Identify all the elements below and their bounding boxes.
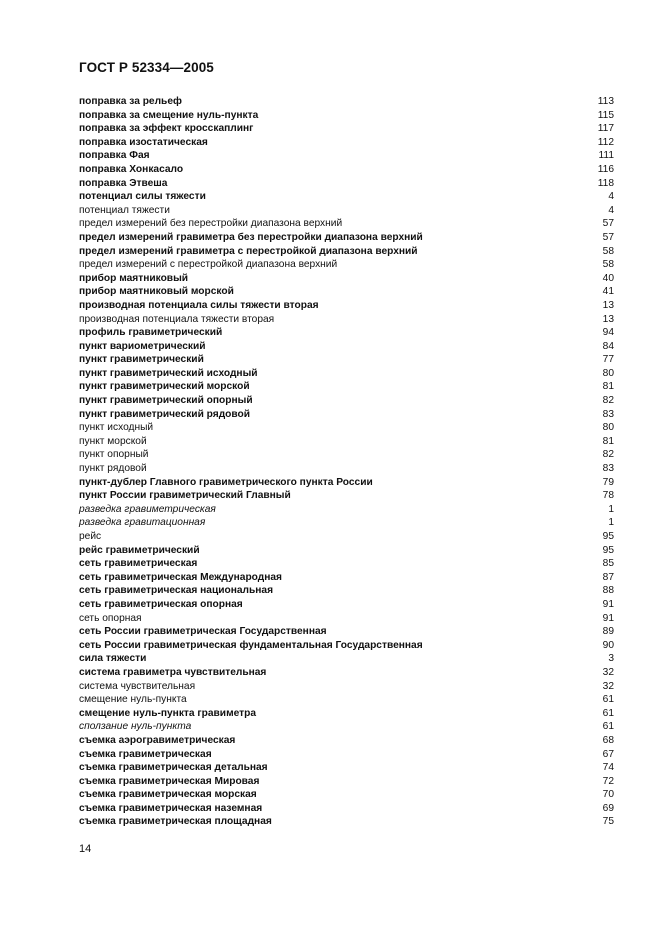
index-term: пункт исходный <box>79 422 154 434</box>
index-entry <box>79 788 614 802</box>
index-term: поправка за эффект кросскаплинг <box>79 123 254 135</box>
index-entry <box>79 462 614 476</box>
index-page-ref: 32 <box>602 680 614 692</box>
index-term: рейс гравиметрический <box>79 544 200 556</box>
index-page-ref: 87 <box>602 571 614 583</box>
index-page-ref: 4 <box>608 204 614 216</box>
index-entry <box>79 612 614 626</box>
index-page-ref: 69 <box>602 802 614 814</box>
index-page-ref: 68 <box>602 734 614 746</box>
index-term: потенциал силы тяжести <box>79 191 206 203</box>
index-page-ref: 118 <box>597 177 614 189</box>
index-entry <box>79 285 614 299</box>
index-term: производная потенциала тяжести вторая <box>79 313 275 325</box>
index-page-ref: 116 <box>597 163 614 175</box>
index-term: пункт гравиметрический <box>79 354 204 366</box>
index-page-ref: 58 <box>602 259 614 271</box>
index-page-ref: 57 <box>602 231 614 243</box>
index-page-ref: 81 <box>602 381 614 393</box>
index-entry <box>79 680 614 694</box>
index-term: прибор маятниковый морской <box>79 286 234 298</box>
index-term: система чувствительная <box>79 680 196 692</box>
index-page-ref: 89 <box>602 626 614 638</box>
index-page-ref: 3 <box>608 653 614 665</box>
index-page-ref: 113 <box>597 96 614 107</box>
index-page-ref: 1 <box>608 503 614 515</box>
index-term: съемка аэрогравиметрическая <box>79 734 236 746</box>
index-entry <box>79 625 614 639</box>
index-term: сеть России гравиметрическая фундаментальная Государственная <box>79 639 423 651</box>
index-page-ref: 91 <box>602 612 614 624</box>
index-term: сеть России гравиметрическая Государственная <box>79 626 327 638</box>
index-term: поправка Хонкасало <box>79 163 184 175</box>
index-entry <box>79 421 614 435</box>
index-entry <box>79 380 614 394</box>
index-term: съемка гравиметрическая <box>79 748 212 760</box>
index-entry <box>79 557 614 571</box>
index-page-ref: 61 <box>602 707 614 719</box>
index-term: пункт гравиметрический опорный <box>79 395 253 407</box>
index-term: разведка гравитационная <box>79 517 206 529</box>
index-entry <box>79 353 614 367</box>
index-entry <box>79 394 614 408</box>
index-term: рейс <box>79 531 102 542</box>
index-page-ref: 82 <box>602 395 614 407</box>
index-term: пункт гравиметрический морской <box>79 381 250 393</box>
index-entry <box>79 666 614 680</box>
index-term: съемка гравиметрическая Мировая <box>79 775 260 787</box>
index-page-ref: 67 <box>602 748 614 760</box>
index-entry <box>79 258 614 272</box>
index-page-ref: 13 <box>602 299 614 311</box>
index-page-ref: 4 <box>608 191 614 203</box>
index-entry <box>79 476 614 490</box>
index-page-ref: 85 <box>602 558 614 570</box>
index-entry <box>79 245 614 259</box>
index-term: поправка за рельеф <box>79 96 182 107</box>
index-entry <box>79 598 614 612</box>
index-term: съемка гравиметрическая детальная <box>79 762 268 774</box>
index-page-ref: 79 <box>602 476 614 488</box>
index-entry <box>79 639 614 653</box>
index-term: профиль гравиметрический <box>79 327 223 339</box>
index-term: сеть гравиметрическая национальная <box>79 585 274 597</box>
page-number: 14 <box>79 843 92 855</box>
index-entry <box>79 489 614 503</box>
index-page-ref: 61 <box>602 721 614 733</box>
index-page-ref: 70 <box>602 789 614 801</box>
index-term: пункт рядовой <box>79 463 147 475</box>
index-page-ref: 74 <box>602 762 614 774</box>
index-term: производная потенциала силы тяжести вторая <box>79 299 319 311</box>
index-page-ref: 78 <box>602 490 614 502</box>
index-entry <box>79 177 614 191</box>
index-term: сеть гравиметрическая Международная <box>79 571 282 583</box>
index-entry <box>79 815 614 829</box>
index-term: поправка изостатическая <box>79 136 208 148</box>
index-term: пункт-дублер Главного гравиметрического пункта России <box>79 476 373 488</box>
index-entry <box>79 326 614 340</box>
index-page-ref: 81 <box>602 435 614 447</box>
index-page-ref: 88 <box>602 585 614 597</box>
index-term: прибор маятниковый <box>79 272 189 284</box>
index-entry <box>79 652 614 666</box>
document-header: ГОСТ Р 52334—2005 <box>79 60 214 75</box>
index-page-ref: 95 <box>602 544 614 556</box>
index-entry <box>79 571 614 585</box>
index-page-ref: 40 <box>602 272 614 284</box>
index-entry <box>79 408 614 422</box>
index-entry <box>79 516 614 530</box>
index-term: поправка Этвеша <box>79 177 168 189</box>
index-term: система гравиметра чувствительная <box>79 666 267 678</box>
index-term: поправка Фая <box>79 150 150 162</box>
index-entry <box>79 367 614 381</box>
index-entry <box>79 775 614 789</box>
index-page-ref: 90 <box>602 639 614 651</box>
index-term: сеть опорная <box>79 612 142 624</box>
index-entry <box>79 761 614 775</box>
index-term: поправка за смещение нуль-пункта <box>79 109 259 121</box>
index-entry <box>79 190 614 204</box>
index-page-ref: 83 <box>602 408 614 420</box>
index-page-ref: 13 <box>602 313 614 325</box>
index-page-ref: 72 <box>602 775 614 787</box>
index-term: съемка гравиметрическая морская <box>79 789 257 801</box>
index-entry <box>79 272 614 286</box>
index-term: предел измерений без перестройки диапазона верхний <box>79 218 343 230</box>
index-page-ref: 115 <box>597 109 614 121</box>
index-entry <box>79 530 614 544</box>
index-term: смещение нуль-пункта <box>79 694 187 706</box>
index-page-ref: 61 <box>602 694 614 706</box>
index-term: сеть гравиметрическая опорная <box>79 598 243 610</box>
index-page-ref: 80 <box>602 367 614 379</box>
index-entry <box>79 204 614 218</box>
index-page-ref: 77 <box>602 354 614 366</box>
index-term: сеть гравиметрическая <box>79 558 198 570</box>
index-entry <box>79 448 614 462</box>
index-term: сила тяжести <box>79 653 147 665</box>
index-page-ref: 117 <box>597 123 614 135</box>
index-term: съемка гравиметрическая наземная <box>79 802 263 814</box>
index-entry <box>79 503 614 517</box>
index-term: пункт опорный <box>79 449 149 461</box>
index-page-ref: 91 <box>602 598 614 610</box>
index-entry <box>79 122 614 136</box>
index-term: пункт России гравиметрический Главный <box>79 490 291 502</box>
index-entry <box>79 340 614 354</box>
index-page-ref: 94 <box>602 327 614 339</box>
index-entry <box>79 109 614 123</box>
index-term: пункт гравиметрический исходный <box>79 367 258 379</box>
index-term: предел измерений гравиметра без перестройки диапазона верхний <box>79 231 423 243</box>
index-entry <box>79 748 614 762</box>
index-page-ref: 111 <box>598 150 614 162</box>
index-entry <box>79 217 614 231</box>
index-entry <box>79 544 614 558</box>
index-entry <box>79 707 614 721</box>
index-entry <box>79 163 614 177</box>
index-page-ref: 95 <box>602 531 614 542</box>
index-page-ref: 82 <box>602 449 614 461</box>
index-entry <box>79 95 614 109</box>
index-entry <box>79 136 614 150</box>
index-entry <box>79 299 614 313</box>
index-term: потенциал тяжести <box>79 204 170 216</box>
index-term: пункт морской <box>79 435 147 447</box>
index-entry <box>79 231 614 245</box>
index-page-ref: 83 <box>602 463 614 475</box>
index-term: пункт вариометрический <box>79 340 206 352</box>
index-term: предел измерений с перестройкой диапазона верхний <box>79 259 338 271</box>
index-term: предел измерений гравиметра с перестройкой диапазона верхний <box>79 245 418 257</box>
index-page-ref: 58 <box>602 245 614 257</box>
index-entry <box>79 149 614 163</box>
index-page-ref: 112 <box>597 136 614 148</box>
index-page-ref: 84 <box>602 340 614 352</box>
index-page-ref: 32 <box>602 666 614 678</box>
term-index-list <box>79 95 614 829</box>
index-entry <box>79 734 614 748</box>
index-entry <box>79 802 614 816</box>
index-entry <box>79 720 614 734</box>
index-page-ref: 41 <box>602 286 614 298</box>
index-entry <box>79 435 614 449</box>
index-term: съемка гравиметрическая площадная <box>79 816 272 828</box>
index-page-ref: 1 <box>608 517 614 529</box>
index-page-ref: 57 <box>602 218 614 230</box>
index-page-ref: 80 <box>602 422 614 434</box>
index-term: сползание нуль-пункта <box>79 721 192 733</box>
index-term: разведка гравиметрическая <box>79 503 216 515</box>
index-term: пункт гравиметрический рядовой <box>79 408 250 420</box>
index-entry <box>79 313 614 327</box>
index-term: смещение нуль-пункта гравиметра <box>79 707 257 719</box>
index-entry <box>79 693 614 707</box>
index-page-ref: 75 <box>602 816 614 828</box>
index-entry <box>79 584 614 598</box>
